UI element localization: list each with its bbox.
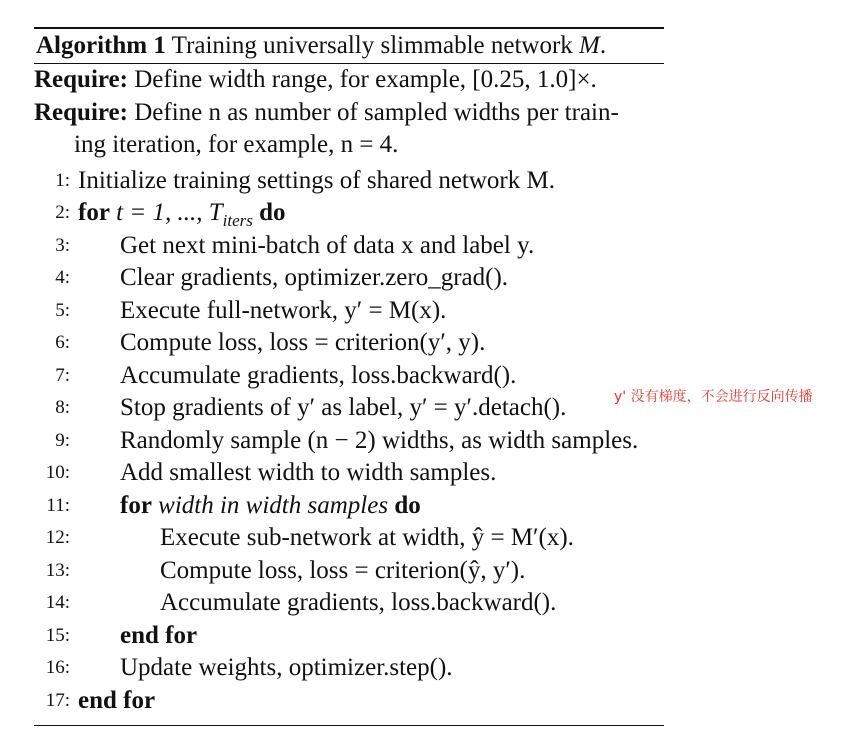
line-text: Accumulate gradients, loss.backward().	[120, 361, 517, 389]
for-keyword: for	[78, 199, 110, 226]
line-number: 1:	[55, 169, 70, 191]
line-number: 5:	[55, 299, 70, 321]
algo-line-10	[34, 457, 664, 490]
line-text	[120, 490, 421, 523]
line-text: Compute loss, loss = criterion(y′, y).	[120, 329, 486, 356]
line-number: 12:	[45, 527, 70, 548]
require-text: Define n as number of sampled widths per train-	[134, 98, 619, 126]
algo-line-6	[34, 327, 664, 360]
algo-line-3	[34, 230, 664, 263]
bottom-rule	[34, 725, 664, 726]
line-number: 3:	[55, 234, 70, 256]
loop-subscript: iters	[222, 211, 253, 230]
line-number: 2:	[55, 202, 70, 223]
line-number: 6:	[55, 332, 70, 353]
line-text: Compute loss, loss = criterion(ŷ, y′).	[160, 556, 526, 584]
line-number: 15:	[45, 624, 70, 646]
algo-line-4	[34, 262, 664, 295]
algorithm-caption	[34, 29, 664, 63]
end-for-keyword: end for	[78, 686, 156, 714]
require-2	[34, 97, 664, 130]
algo-line-14	[34, 587, 664, 620]
algo-line-12	[34, 522, 664, 555]
algo-line-2	[34, 197, 664, 230]
line-text: Execute full-network, y′ = M(x).	[120, 296, 447, 324]
require-1	[34, 64, 664, 97]
require-text-continued: ing iteration, for example, n = 4.	[74, 131, 399, 158]
line-number: 9:	[55, 429, 70, 451]
algo-line-7	[34, 360, 664, 393]
for-keyword: for	[120, 491, 152, 519]
caption-end: .	[599, 32, 607, 59]
algo-line-17	[34, 685, 664, 718]
line-text: Update weights, optimizer.step().	[120, 654, 453, 681]
line-text: Randomly sample (n − 2) widths, as width samples.	[120, 426, 639, 454]
line-text: Initialize training settings of shared network M.	[78, 166, 555, 194]
end-for-keyword: end for	[120, 621, 198, 649]
line-number: 11:	[46, 494, 70, 516]
do-keyword: do	[259, 199, 286, 226]
algorithm-lines	[34, 162, 664, 718]
algo-line-9	[34, 425, 664, 458]
line-text: Add smallest width to width samples.	[120, 459, 497, 486]
caption-label: Algorithm 1	[36, 32, 166, 59]
line-text: Stop gradients of y′ as label, y′ = y′.detach().	[120, 394, 567, 421]
loop-range: width in width samples	[158, 491, 389, 519]
line-number: 4:	[55, 267, 70, 288]
require-2-continued	[34, 129, 664, 162]
line-number: 17:	[45, 689, 70, 711]
algo-line-8	[34, 392, 664, 425]
algo-line-15	[34, 620, 664, 653]
line-text: Accumulate gradients, loss.backward().	[160, 589, 557, 616]
require-keyword: Require:	[34, 98, 128, 126]
line-text: Execute sub-network at width, ŷ = M′(x).	[160, 524, 574, 551]
caption-math: M	[579, 32, 600, 59]
require-keyword: Require:	[34, 66, 128, 93]
line-number: 14:	[45, 592, 70, 613]
do-keyword: do	[394, 491, 421, 519]
require-text: Define width range, for example, [0.25, 1.0]×.	[134, 66, 597, 93]
line-number: 10:	[45, 462, 70, 483]
line-number: 7:	[55, 364, 70, 386]
algorithm-block	[34, 27, 664, 726]
loop-range: t = 1, ..., T	[116, 199, 223, 226]
line-number: 16:	[45, 657, 70, 678]
algo-line-1	[34, 165, 664, 198]
line-number: 8:	[55, 397, 70, 418]
algo-line-16	[34, 652, 664, 685]
line-number: 13:	[45, 559, 70, 581]
line-text: Get next mini-batch of data x and label y.	[120, 231, 535, 259]
line-text: Clear gradients, optimizer.zero_grad().	[120, 264, 509, 291]
algo-line-11	[34, 490, 664, 523]
algo-line-5	[34, 295, 664, 328]
algo-line-13	[34, 555, 664, 588]
caption-text: Training universally slimmable network	[171, 32, 573, 59]
red-annotation: y' 没有梯度，不会进行反向传播	[614, 389, 813, 405]
